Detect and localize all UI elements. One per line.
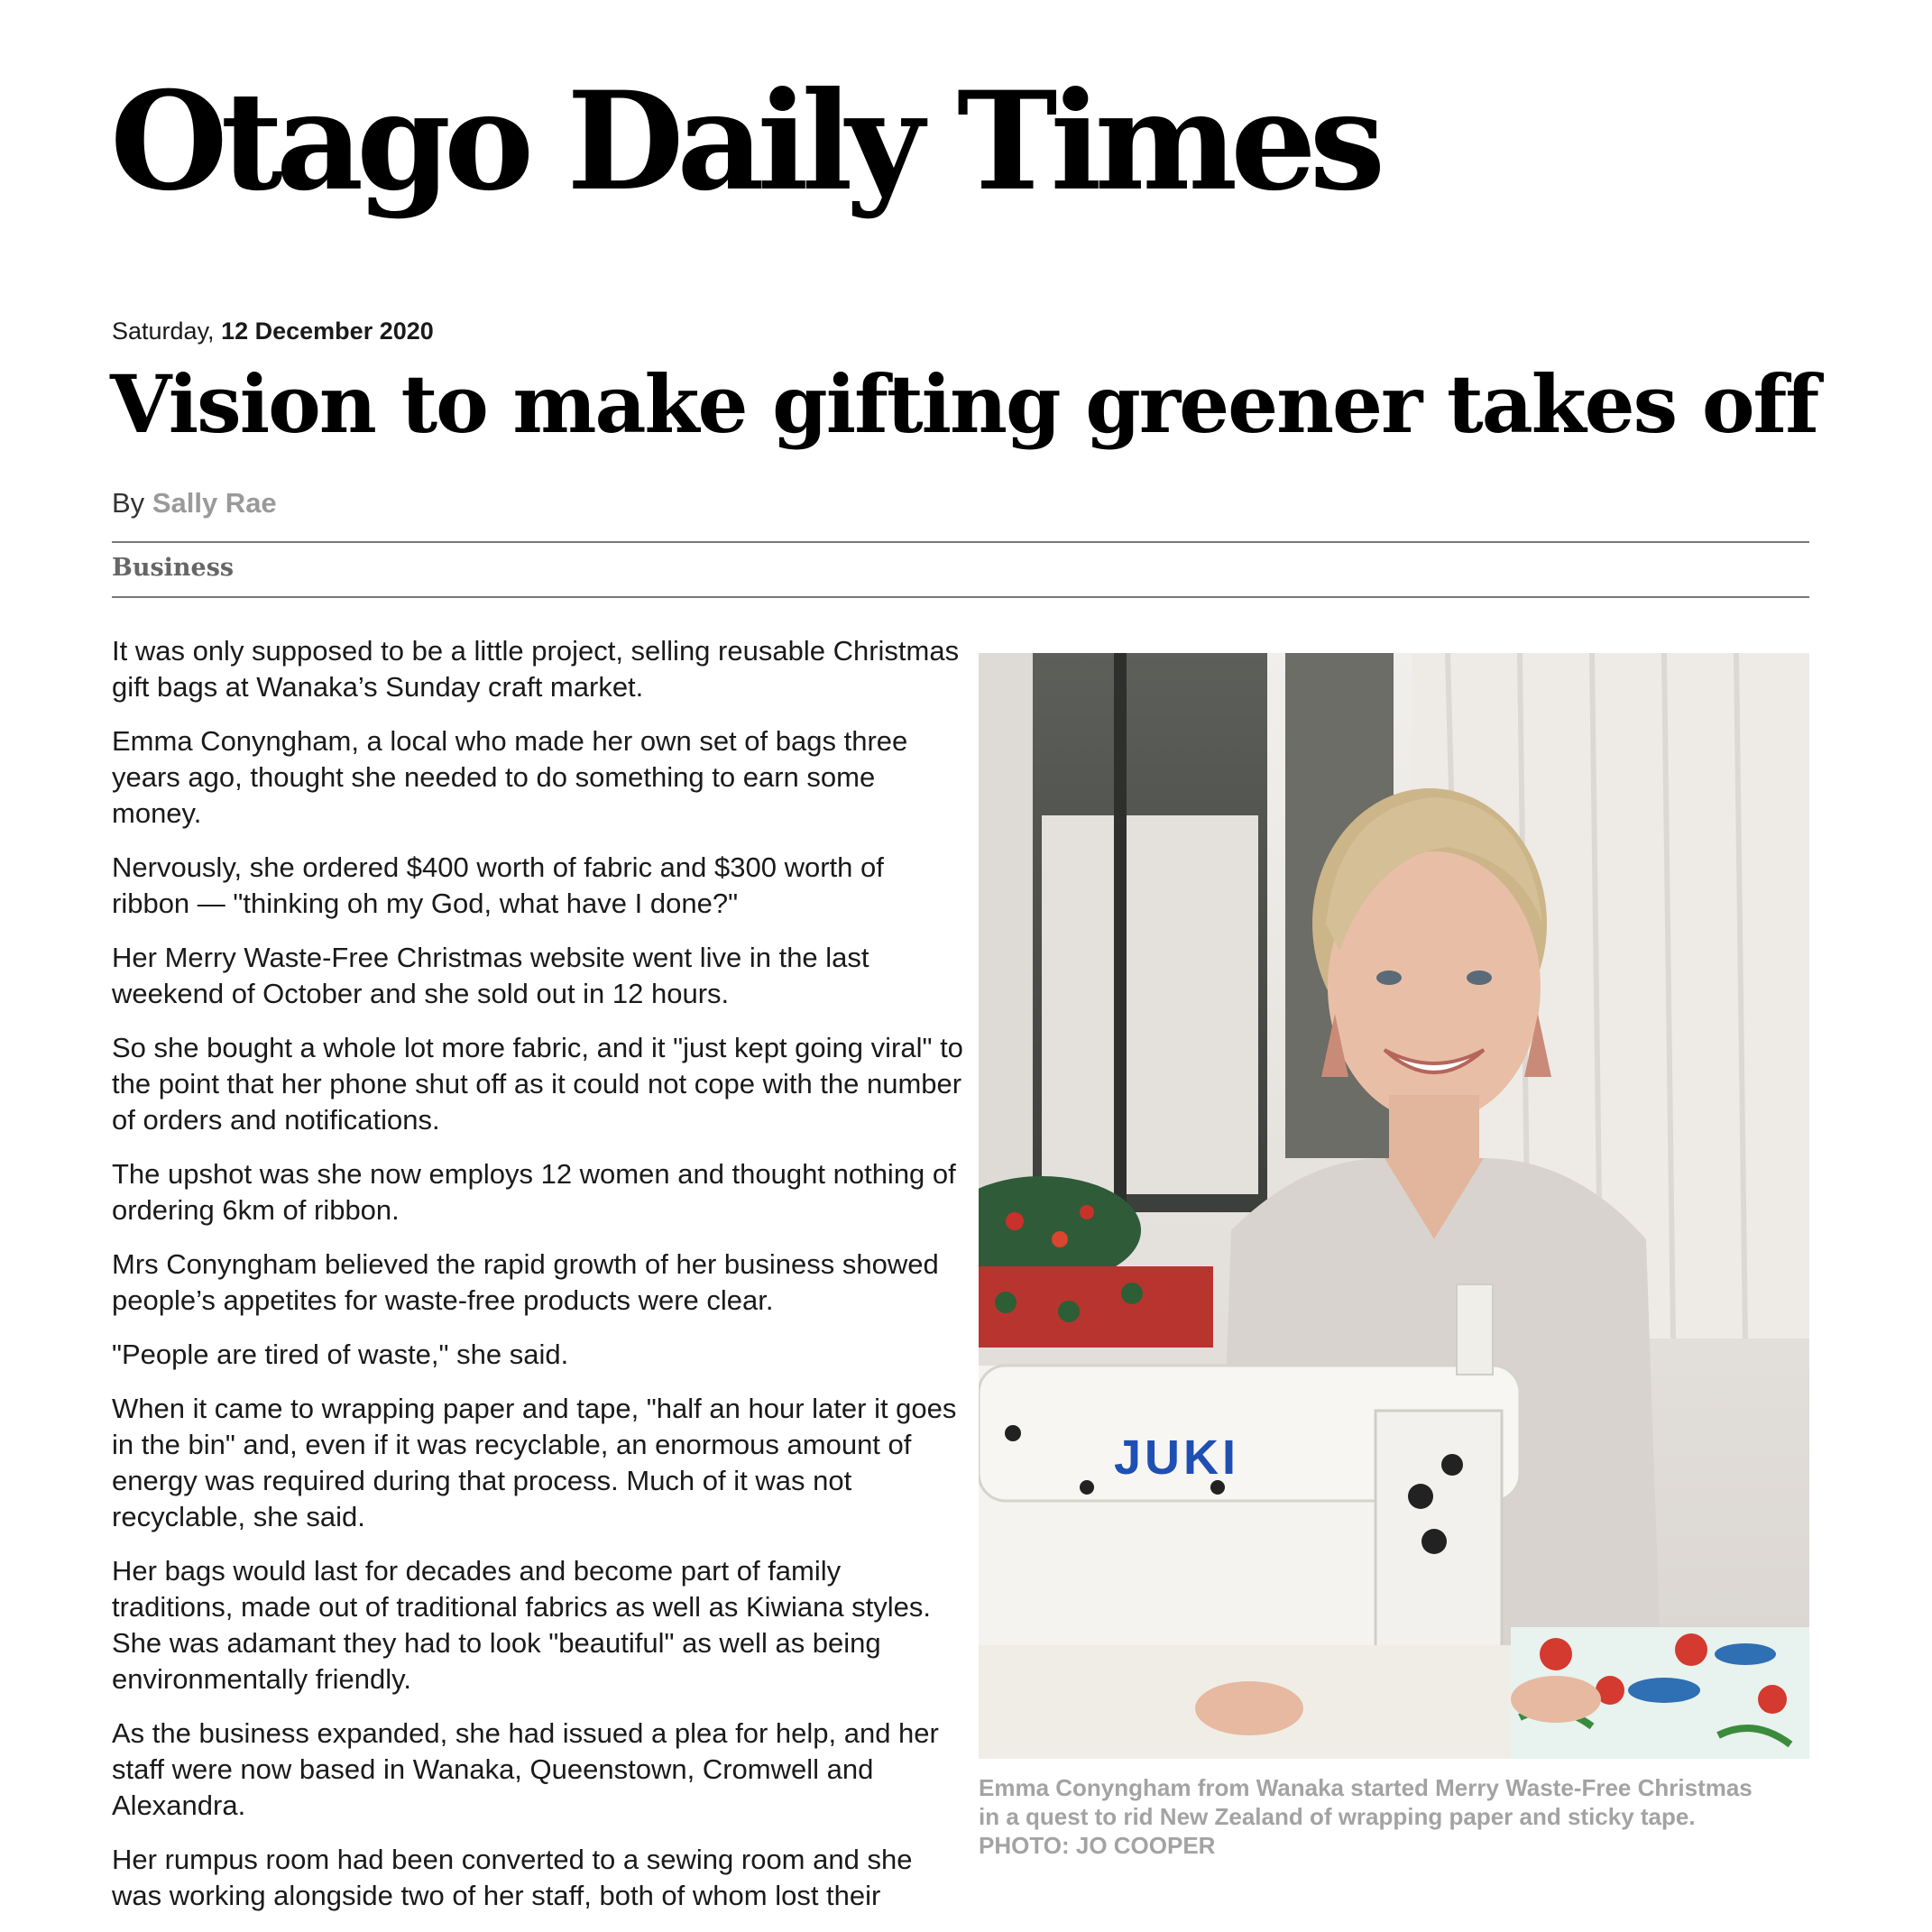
- caption-line: Emma Conyngham from Wanaka started Merry Waste-Free Christmas: [979, 1774, 1753, 1801]
- author-link[interactable]: Sally Rae: [152, 487, 277, 519]
- section-link-business[interactable]: Business: [112, 554, 235, 582]
- caption-credit: PHOTO: JO COOPER: [979, 1832, 1216, 1859]
- masthead-logo[interactable]: Otago Daily Times: [110, 62, 1379, 221]
- dateline-weekday: Saturday,: [112, 317, 215, 345]
- article-paragraph: As the business expanded, she had issued a plea for help, and her staff were now based in Wanaka, Queenstown, Cromwell and Alexandra.: [112, 1717, 939, 1821]
- article-body: [112, 633, 969, 1932]
- byline-prefix: By: [112, 487, 145, 519]
- article-paragraph: When it came to wrapping paper and tape, "half an hour later it goes in the bin" and, even if it was recyclable, an enormous amount of energy was required during that process. Much of it was not recyclable, she said.: [112, 1393, 957, 1532]
- article-photo[interactable]: [979, 653, 1809, 1759]
- article-paragraph: Emma Conyngham, a local who made her own set of bags three years ago, thought she needed to do something to earn some money.: [112, 725, 908, 829]
- dateline: [112, 317, 434, 345]
- byline: [112, 487, 277, 520]
- article-paragraph: Her rumpus room had been converted to a sewing room and she was working alongside two of her staff, both of whom lost their: [112, 1844, 913, 1911]
- article-headline: Vision to make gifting greener takes off: [110, 357, 1818, 451]
- article-paragraph: Her Merry Waste-Free Christmas website went live in the last weekend of October and she sold out in 12 hours.: [112, 942, 869, 1009]
- article-paragraph: It was only supposed to be a little project, selling reusable Christmas gift bags at Wanaka’s Sunday craft market.: [112, 635, 960, 703]
- article-paragraph: Her bags would last for decades and become part of family traditions, made out of traditional fabrics as well as Kiwiana styles. She was adamant they had to look "beautiful" as well as being environmentally friendly.: [112, 1555, 932, 1695]
- article-paragraph: Mrs Conyngham believed the rapid growth of her business showed people’s appetites for waste-free products were clear.: [112, 1248, 939, 1316]
- dateline-date: 12 December 2020: [221, 317, 434, 345]
- article-paragraph: So she bought a whole lot more fabric, and it "just kept going viral" to the point that her phone shut off as it could not cope with the number of orders and notifications.: [112, 1032, 963, 1136]
- photo-illustration: [979, 653, 1809, 1759]
- article-paragraph: Nervously, she ordered $400 worth of fabric and $300 worth of ribbon — "thinking oh my God, what have I done?": [112, 851, 884, 919]
- divider-bottom: [112, 596, 1809, 598]
- article-paragraph: "People are tired of waste," she said.: [112, 1339, 569, 1370]
- article-paragraph: The upshot was she now employs 12 women and thought nothing of ordering 6km of ribbon.: [112, 1158, 956, 1226]
- photo-caption: [979, 1773, 1809, 1860]
- divider-top: [112, 541, 1809, 543]
- caption-line: in a quest to rid New Zealand of wrapping paper and sticky tape.: [979, 1803, 1696, 1830]
- machine-brand-label: JUKI: [1114, 1431, 1240, 1485]
